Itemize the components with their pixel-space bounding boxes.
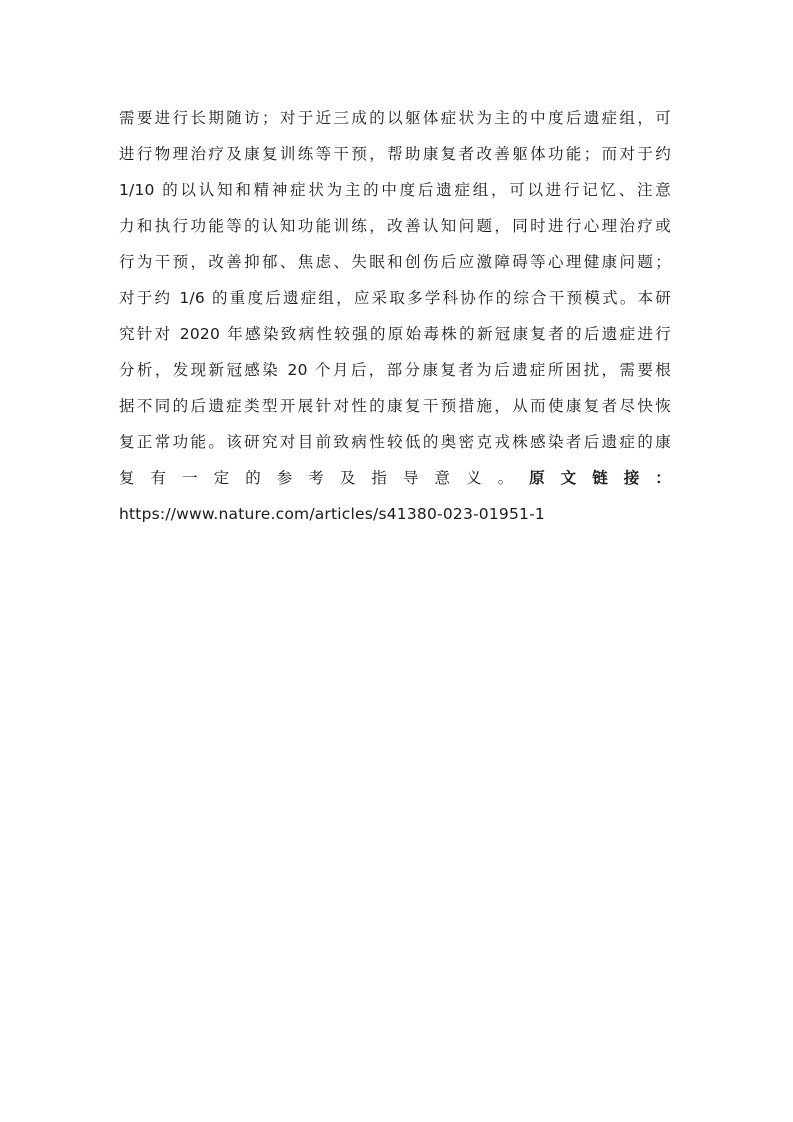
text-line: 进行物理治疗及康复训练等干预，帮助康复者改善躯体功能；而对于约 <box>119 145 671 163</box>
char: 有 <box>150 469 167 487</box>
text-line: 力和执行功能等的认知功能训练，改善认知问题，同时进行心理治疗或 <box>119 217 671 235</box>
char: 一 <box>182 469 198 487</box>
source-label-char: 链 <box>592 469 608 487</box>
char: 及 <box>339 469 356 487</box>
text-line: 据不同的后遗症类型开展针对性的康复干预措施，从而使康复者尽快恢 <box>119 397 671 415</box>
source-url: https://www.nature.com/articles/s41380-023-01951-1 <box>119 505 545 523</box>
text-line: 1/10 的以认知和精神症状为主的中度后遗症组，可以进行记忆、注意 <box>119 181 671 199</box>
text-line: 行为干预，改善抑郁、焦虑、失眠和创伤后应激障碍等心理健康问题； <box>119 253 671 271</box>
source-label-char: 接 <box>623 469 640 487</box>
text-line: 分析，发现新冠感染 20 个月后，部分康复者为后遗症所困扰，需要根 <box>119 361 671 379</box>
body-text <box>119 100 671 532</box>
source-label-char: ： <box>655 469 671 487</box>
char: 定 <box>213 469 230 487</box>
text-line: 对于约 1/6 的重度后遗症组，应采取多学科协作的综合干预模式。本研 <box>119 289 671 307</box>
char: 复 <box>119 469 135 487</box>
char: 意 <box>434 469 450 487</box>
source-label-char: 文 <box>560 469 577 487</box>
char: 参 <box>276 469 293 487</box>
source-label-char: 原 <box>529 469 545 487</box>
text-line: 需要进行长期随访；对于近三成的以躯体症状为主的中度后遗症组，可 <box>119 109 671 127</box>
text-line: 复正常功能。该研究对目前致病性较低的奥密克戎株感染者后遗症的康 <box>119 433 671 451</box>
char: 的 <box>245 469 261 487</box>
char: 。 <box>497 469 514 487</box>
char: 考 <box>308 469 324 487</box>
spaced-text-line <box>119 460 671 496</box>
char: 指 <box>371 469 387 487</box>
text-line: 究针对 2020 年感染致病性较强的原始毒株的新冠康复者的后遗症进行 <box>119 325 671 343</box>
char: 导 <box>402 469 419 487</box>
char: 义 <box>466 469 482 487</box>
